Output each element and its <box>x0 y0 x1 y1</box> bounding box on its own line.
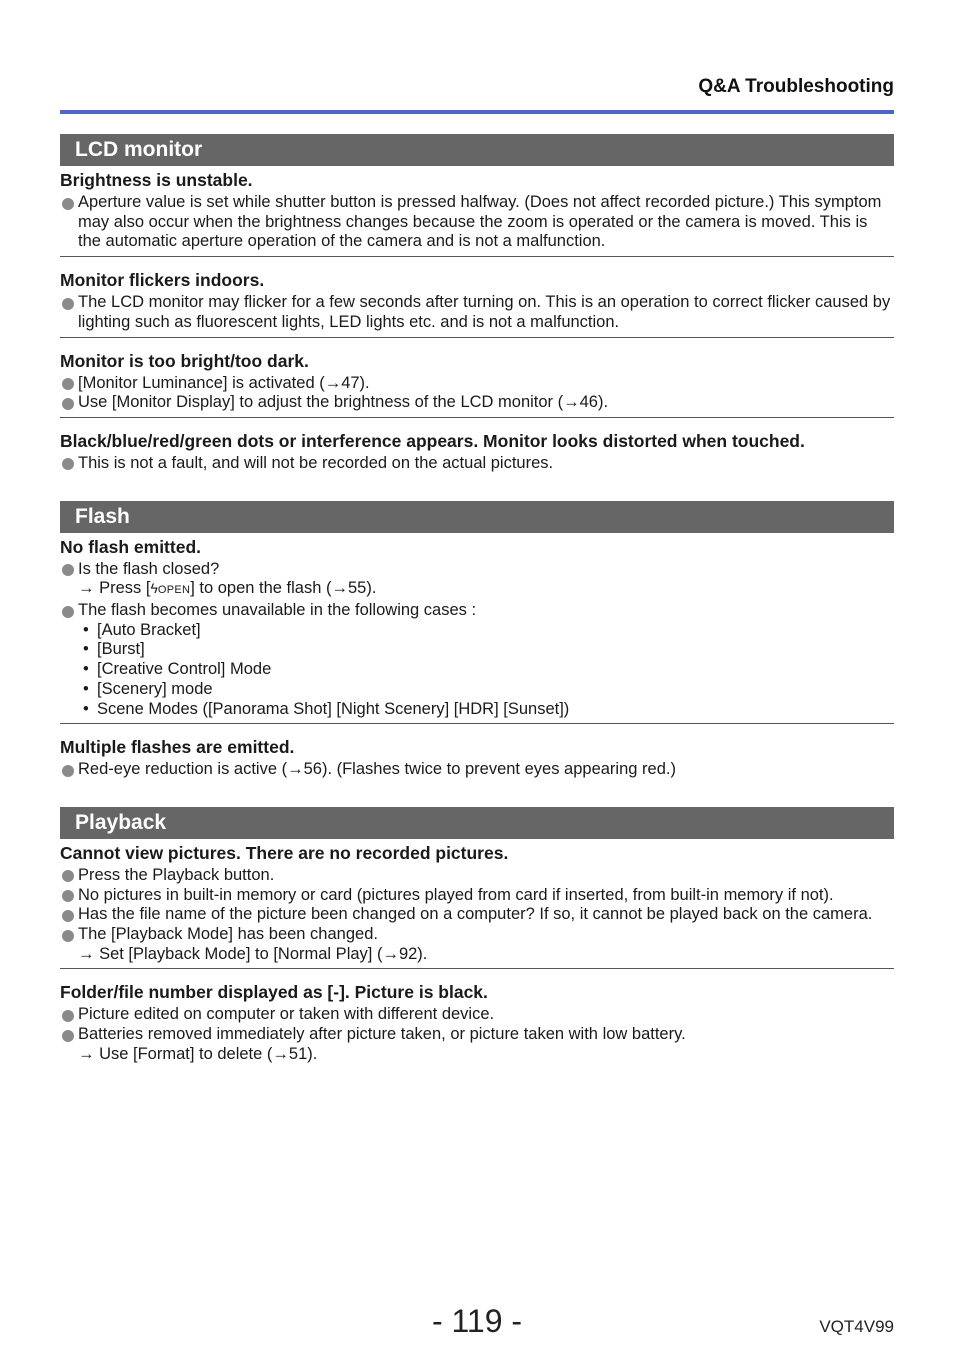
topic-title: Multiple flashes are emitted. <box>60 737 295 758</box>
topic <box>60 533 894 725</box>
arrow-instruction <box>60 579 894 601</box>
section-playback <box>60 807 894 1069</box>
bullet-item: Has the file name of the picture been changed on a computer? If so, it cannot be played back on the camera. <box>60 905 894 925</box>
section-lcd-monitor <box>60 134 894 478</box>
topic-title: Monitor is too bright/too dark. <box>60 350 309 371</box>
sub-list-item: • [Auto Bracket] <box>60 621 894 641</box>
section-flash <box>60 501 894 784</box>
topic-title: Monitor flickers indoors. <box>60 270 265 291</box>
topic <box>60 346 894 418</box>
bullet-item: Red-eye reduction is active (→56). (Flashes twice to prevent eyes appearing red.) <box>60 760 894 780</box>
arrow-instruction: → Use [Format] to delete (→51). <box>78 1044 318 1063</box>
section-heading: Flash <box>60 501 894 533</box>
topic <box>60 166 894 257</box>
bullet-item: Aperture value is set while shutter button is pressed halfway. (Does not affect recorded picture.) This symptom may also occur when the brightness changes because the zoom is operated or the camera is moved. This is the automatic aperture operation of the camera and is not a malfunction. <box>60 193 894 252</box>
section-heading: LCD monitor <box>60 134 894 166</box>
topic-title: Cannot view pictures. There are no recorded pictures. <box>60 842 509 863</box>
topic <box>60 839 894 970</box>
bullet-item: Batteries removed immediately after picture taken, or picture taken with low battery. <box>60 1025 894 1045</box>
page-content <box>60 134 894 1092</box>
sub-list-item: • [Creative Control] Mode <box>60 660 894 680</box>
topic-title: Folder/file number displayed as [-]. Picture is black. <box>60 982 488 1003</box>
header-divider <box>60 110 894 114</box>
topic-title: Black/blue/red/green dots or interference appears. Monitor looks distorted when touched. <box>60 430 805 451</box>
arrow-instruction: → Set [Playback Mode] to [Normal Play] (→92). <box>78 944 428 963</box>
bullet-item: This is not a fault, and will not be recorded on the actual pictures. <box>60 454 894 474</box>
page-number: - 119 - <box>431 1303 523 1339</box>
topic <box>60 426 894 478</box>
bullet-item: The [Playback Mode] has been changed. <box>60 925 894 945</box>
sub-list-item: • [Scenery] mode <box>60 680 894 700</box>
bullet-item: The LCD monitor may flicker for a few seconds after turning on. This is an operation to correct flicker caused by lighting such as fluorescent lights, LED lights etc. and is not a malfunction. <box>60 293 894 332</box>
arrow-text: ] to open the flash (→55). <box>190 579 377 598</box>
topic <box>60 977 894 1068</box>
topic-title: Brightness is unstable. <box>60 170 253 190</box>
document-code: VQT4V99 <box>819 1317 894 1336</box>
bullet-item: [Monitor Luminance] is activated (→47). <box>60 374 894 394</box>
bullet-item: Press the Playback button. <box>60 866 894 886</box>
arrow-text: → Press [ <box>78 579 151 598</box>
topic <box>60 265 894 337</box>
bullet-item: Use [Monitor Display] to adjust the brightness of the LCD monitor (→46). <box>60 393 894 413</box>
bullet-item: Picture edited on computer or taken with different device. <box>60 1005 894 1025</box>
open-label: OPEN <box>157 584 191 597</box>
topic-title: No flash emitted. <box>60 536 201 557</box>
section-heading: Playback <box>60 807 894 839</box>
sub-list-item: • [Burst] <box>60 640 894 660</box>
bullet-item: No pictures in built-in memory or card (pictures played from card if inserted, from built-in memory if not). <box>60 886 894 906</box>
sub-list-item: • Scene Modes ([Panorama Shot] [Night Scenery] [HDR] [Sunset]) <box>60 700 894 720</box>
page-header-title: Q&A Troubleshooting <box>698 76 894 97</box>
bullet-item: Is the flash closed? <box>60 560 894 580</box>
topic <box>60 732 894 784</box>
flash-icon: ϟ <box>150 580 158 597</box>
bullet-item: The flash becomes unavailable in the following cases : <box>60 601 894 621</box>
